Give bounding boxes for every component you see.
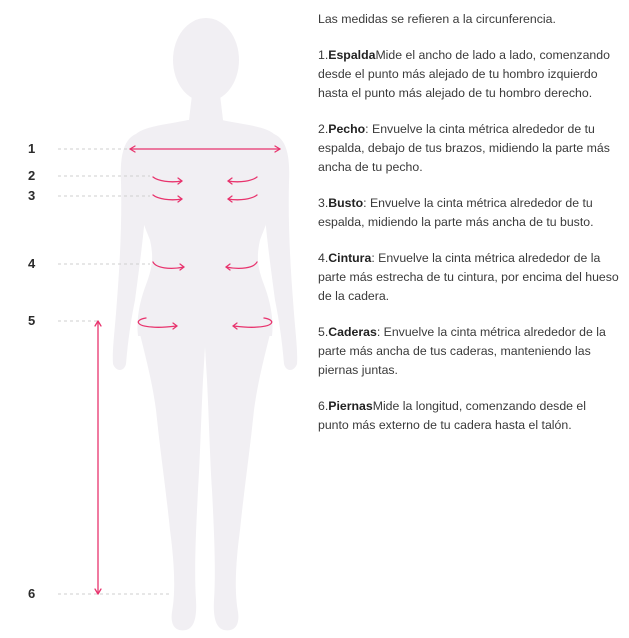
leg-length-arrow xyxy=(95,321,101,594)
instruction-busto: 3.Busto: Envuelve la cinta métrica alrededor de tu espalda, midiendo la parte más ancha de tu busto. xyxy=(318,196,594,229)
measurement-instructions xyxy=(318,10,620,452)
measurement-number-2: 2 xyxy=(28,168,36,183)
instruction-piernas: 6.PiernasMide la longitud, comenzando desde el punto más externo de tu cadera hasta el talón. xyxy=(318,399,586,432)
measurement-number-1: 1 xyxy=(28,141,36,156)
instruction-pecho: 2.Pecho: Envuelve la cinta métrica alrededor de tu espalda, debajo de tus brazos, midiendo la parte más ancha de tu pecho. xyxy=(318,122,610,174)
measurement-number-3: 3 xyxy=(28,188,36,203)
instruction-espalda: 1.EspaldaMide el ancho de lado a lado, comenzando desde el punto más alejado de tu hombro izquierdo hasta el punto más alejado de tu hombro derecho. xyxy=(318,48,610,100)
measurement-number-4: 4 xyxy=(28,256,36,271)
measurement-number-6: 6 xyxy=(28,586,36,601)
intro-text: Las medidas se refieren a la circunferencia. xyxy=(318,12,556,26)
measurement-number-5: 5 xyxy=(28,313,36,328)
instruction-caderas: 5.Caderas: Envuelve la cinta métrica alrededor de la parte más ancha de tus caderas, manteniendo las piernas juntas. xyxy=(318,325,606,377)
instruction-cintura: 4.Cintura: Envuelve la cinta métrica alrededor de la parte más estrecha de tu cintura, por encima del hueso de la cadera. xyxy=(318,251,619,303)
